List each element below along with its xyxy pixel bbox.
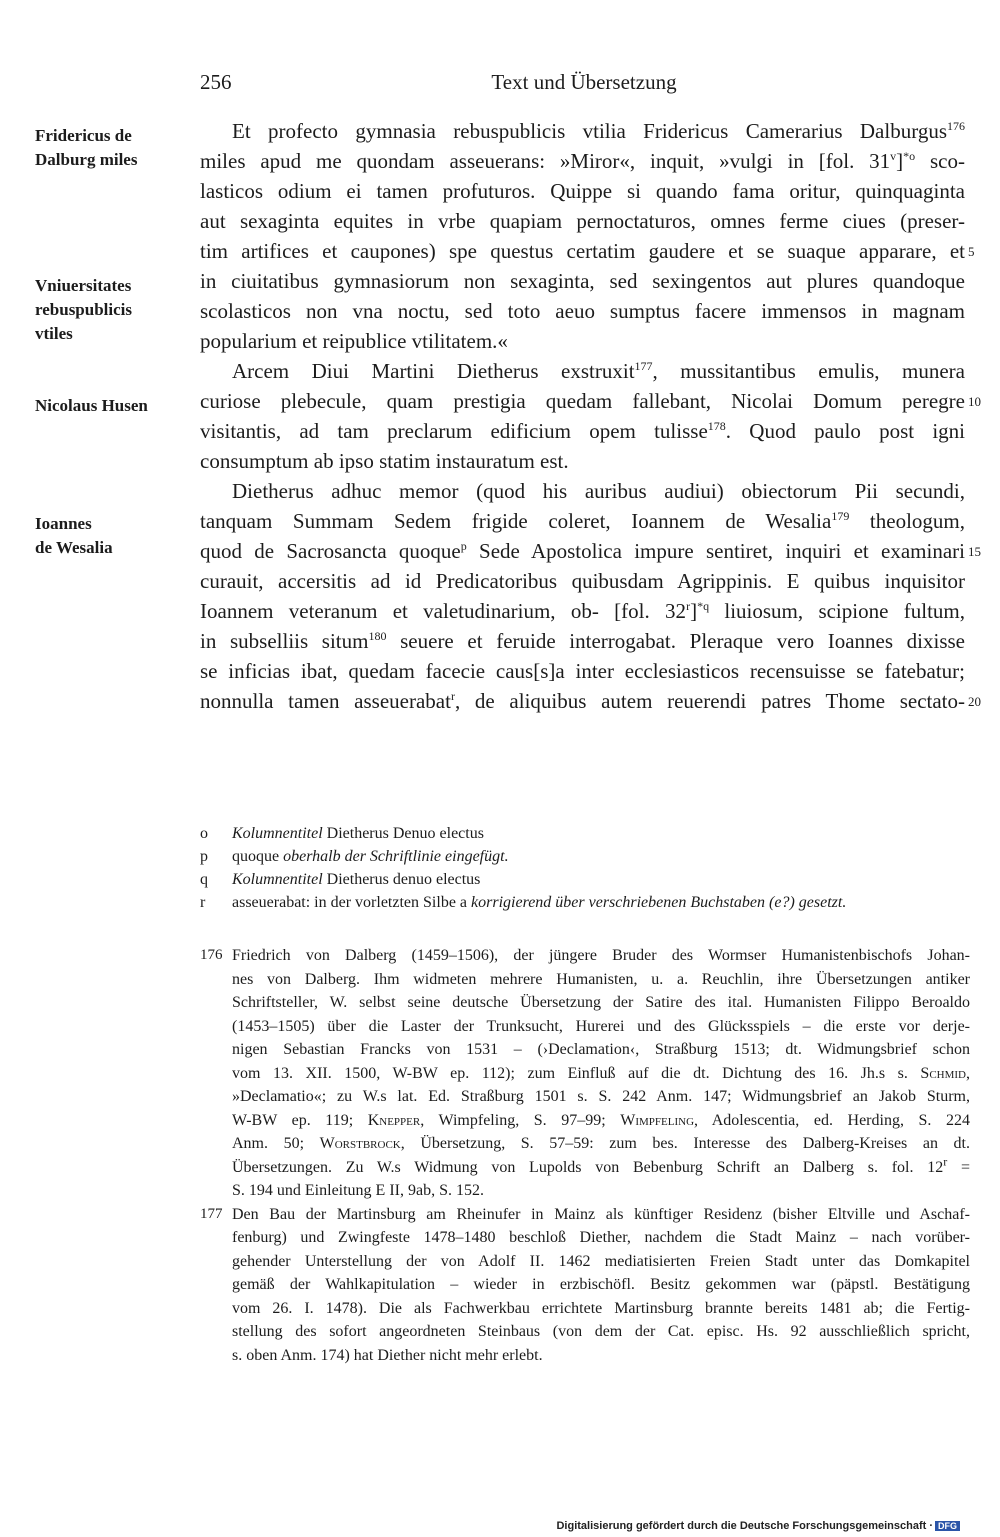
text-line: Et profecto gymnasia rebuspublicis vtilia Fridericus Camerarius Dalburgus$^{176}$ bbox=[232, 119, 965, 143]
footnote-177 bbox=[200, 1203, 970, 1368]
footnote-line: Übersetzungen. Zu W.s Widmung von Lupolds von Bebenburg Schrift an Dalberg s. fol. $12^r$ = bbox=[232, 1154, 970, 1176]
margin-note-husen bbox=[35, 394, 185, 418]
critical-apparatus bbox=[200, 822, 970, 914]
apparatus-entry: q Kolumnentitel Dietherus denuo electus bbox=[200, 871, 481, 888]
margin-note-line: Fridericus de bbox=[35, 126, 132, 145]
text-line: popularium et reipublice vtilitatem.« bbox=[200, 329, 508, 353]
margin-note-line: Ioannes bbox=[35, 514, 92, 533]
footnote-ref[interactable]: 177 bbox=[634, 359, 653, 373]
text-line: Dietherus adhuc memor (quod his auribus audiui) obiectorum Pii secundi, bbox=[232, 479, 965, 503]
line-number: 15 bbox=[968, 544, 981, 559]
footnote-line: Den Bau der Martinsburg am Rheinufer in Mainz als künftiger Residenz (bisher Eltville und Aschaf- bbox=[232, 1205, 970, 1223]
footnote-line: S. 194 und Einleitung E II, 9ab, S. 152. bbox=[232, 1182, 484, 1199]
line-number: 5 bbox=[968, 244, 975, 259]
footnote-line: Schriftsteller, W. selbst seine deutsche Übersetzung der Satire des ital. Humanisten Filippo Beroaldo bbox=[232, 994, 970, 1011]
apparatus-ref[interactable]: *q bbox=[697, 599, 710, 613]
text-line: tim artifices et caupones) spe questus certatim gaudere et se suaque apparare, et bbox=[200, 239, 965, 263]
footnote-line: Friedrich von Dalberg (1459–1506), der jüngere Bruder des Wormser Humanistenbischofs Johan- bbox=[232, 947, 970, 964]
margin-note-vniuersitates bbox=[35, 274, 185, 346]
apparatus-ref[interactable]: *o bbox=[903, 149, 916, 163]
margin-note-line: Vniuersitates bbox=[35, 276, 132, 295]
text-line: visitantis, ad tam preclarum edificium opem tulisse$^{178}$. Quod paulo post igni bbox=[200, 419, 965, 443]
footnote-line: »Declamatio«; zu W.s lat. Ed. Straßburg 1501 s. S. 242 Anm. 147; Widmungsbrief an Jakob Sturm, bbox=[232, 1088, 970, 1105]
apparatus-entry: o Kolumnentitel Dietherus Denuo electus bbox=[200, 825, 484, 842]
footnote-line: Anm. 50; Worstbrock, Übersetzung, S. 57–59: zum bes. Interesse des Dalberg-Kreises an dt. bbox=[232, 1135, 970, 1152]
text-line: Ioannem veteranum et valetudinarium, ob- [fol. 32$^r$]$^{*q}$ liuiosum, scipione fultum, bbox=[200, 599, 965, 623]
footnote-line: nigen Sebastian Francks von 1531 – (›Declamation‹, Straßburg 1513; dt. Widmungsbrief schon bbox=[232, 1041, 970, 1058]
text-line: in subselliis situm$^{180}$ seuere et feruide interrogabat. Pleraque vero Ioannes dixisse bbox=[200, 629, 966, 653]
text-line: scolasticos non vna noctu, sed toto aeuo sumptus facere immensos in magnam bbox=[200, 299, 965, 323]
funding-credit: Digitalisierung gefördert durch die Deutsche Forschungsgemeinschaft · DFG bbox=[556, 1520, 960, 1532]
line-number: 10 bbox=[968, 394, 981, 409]
margin-note-dalburg bbox=[35, 124, 185, 172]
text-line: curiose plebecule, quam prestigia quedam fallebant, Nicolai Domum peregre bbox=[200, 389, 965, 413]
running-head: Text und Übersetzung bbox=[491, 70, 677, 94]
footnote-ref[interactable]: 178 bbox=[707, 419, 726, 433]
text-line: in ciuitatibus gymnasiorum non sexaginta, sed sexingentos aut plures quandoque bbox=[200, 269, 965, 293]
text-line: consumptum ab ipso statim instauratum est. bbox=[200, 449, 569, 473]
footnote-line: gehender Unterstellung der von Adolf II. 1462 mediatisierten Freien Stadt unter das Domkapitel bbox=[232, 1252, 970, 1270]
text-line: aut sexaginta equites in vrbe quapiam pernoctaturos, omnes ferme ciues (preser- bbox=[200, 209, 965, 233]
footnote-number: 177 bbox=[200, 1205, 223, 1222]
footnote-line: (1453–1505) über die Laster der Trunksucht, Hurerei und des Glücksspiels – die erste vor derje- bbox=[232, 1017, 970, 1035]
margin-note-line: Dalburg miles bbox=[35, 150, 138, 169]
margin-note-line: de Wesalia bbox=[35, 538, 113, 557]
footnotes bbox=[200, 944, 970, 1367]
apparatus-entry: r asseuerabat: in der vorletzten Silbe a korrigierend über verschriebenen Buchstaben (e?) gesetzt. bbox=[200, 894, 847, 911]
text-line: lasticos odium ei tamen profuturos. Quippe si quando fama oritur, quinquaginta bbox=[200, 179, 965, 203]
footnote-ref[interactable]: 180 bbox=[368, 629, 387, 643]
margin-note-wesalia bbox=[35, 512, 185, 560]
footnote-ref[interactable]: 179 bbox=[831, 509, 850, 523]
text-line: nonnulla tamen asseuerabat$^r$, de aliquibus autem reuerendi patres Thome sectato- bbox=[200, 689, 966, 713]
footnote-line: W-BW ep. 119; Knepper, Wimpfeling, S. 97–99; Wimpfeling, Adolescentia, ed. Herding, S. 224 bbox=[232, 1111, 970, 1129]
text-line: Arcem Diui Martini Dietherus exstruxit$^{177}$, mussitantibus emulis, munera bbox=[232, 359, 965, 383]
text-line: tanquam Summam Sedem frigide coleret, Ioannem de Wesalia$^{179}$ theologum, bbox=[200, 509, 965, 533]
text-line: curauit, accersitis ad id Predicatoribus quibusdam Agrippinis. E quibus inquisitor bbox=[200, 569, 965, 593]
main-text bbox=[200, 116, 965, 716]
footnote-line: stellung des sofort angeordneten Steinbaus (von dem der Cat. episc. Hs. 92 ausschließlich spricht, bbox=[232, 1323, 970, 1340]
margin-note-line: rebuspublicis bbox=[35, 300, 133, 319]
footnote-line: s. oben Anm. 174) hat Diether nicht mehr erlebt. bbox=[232, 1346, 543, 1364]
footnote-line: nes von Dalberg. Ihm widmeten mehrere Humanisten, u. a. Reuchlin, ihre Übersetzungen antiker bbox=[232, 970, 970, 988]
footnote-ref[interactable]: 176 bbox=[947, 119, 965, 133]
footnote-line: fenburg) und Zwingfeste 1478–1480 beschloß Diether, nachdem die Stadt Mainz – nach vorüber- bbox=[232, 1229, 970, 1246]
page-number: 256 bbox=[200, 70, 232, 94]
apparatus-ref[interactable]: p bbox=[460, 539, 467, 553]
apparatus-entry: p quoque oberhalb der Schriftlinie eingefügt. bbox=[200, 848, 509, 865]
footnote-176 bbox=[200, 944, 970, 1203]
margin-note-line: Nicolaus Husen bbox=[35, 396, 148, 415]
footnote-line: vom 13. XII. 1500, W-BW ep. 112); zum Einfluß auf die dt. Dichtung des 16. Jh.s s. Schmid, bbox=[232, 1064, 970, 1082]
text-line: miles apud me quondam asseuerans: »Miror«, inquit, »vulgi in [fol. 31$^v$]$^{*o}$ sco- bbox=[200, 149, 965, 173]
dfg-logo: DFG bbox=[935, 1521, 960, 1531]
text-line: se inficias ibat, quedam facecie caus[s]a inter ecclesiasticos recensuisse se fatebatur; bbox=[200, 659, 965, 683]
footnote-line: gemäß der Wahlkapitulation – wieder in erzbischöfl. Besitz gekommen war (päpstl. Bestätigung bbox=[232, 1276, 970, 1293]
margin-note-line: vtiles bbox=[35, 324, 73, 343]
text-line: quod de Sacrosancta quoque$^p$ Sede Apostolica impure sentiret, inquiri et examinari bbox=[200, 539, 965, 563]
footnote-line: vom 26. I. 1478). Die als Fachwerkbau errichtete Martinsburg brannte bereits 1481 ab; die Fertig- bbox=[232, 1299, 970, 1317]
line-number: 20 bbox=[968, 694, 981, 709]
apparatus-ref[interactable]: r bbox=[450, 689, 455, 703]
footnote-number: 176 bbox=[200, 947, 223, 963]
